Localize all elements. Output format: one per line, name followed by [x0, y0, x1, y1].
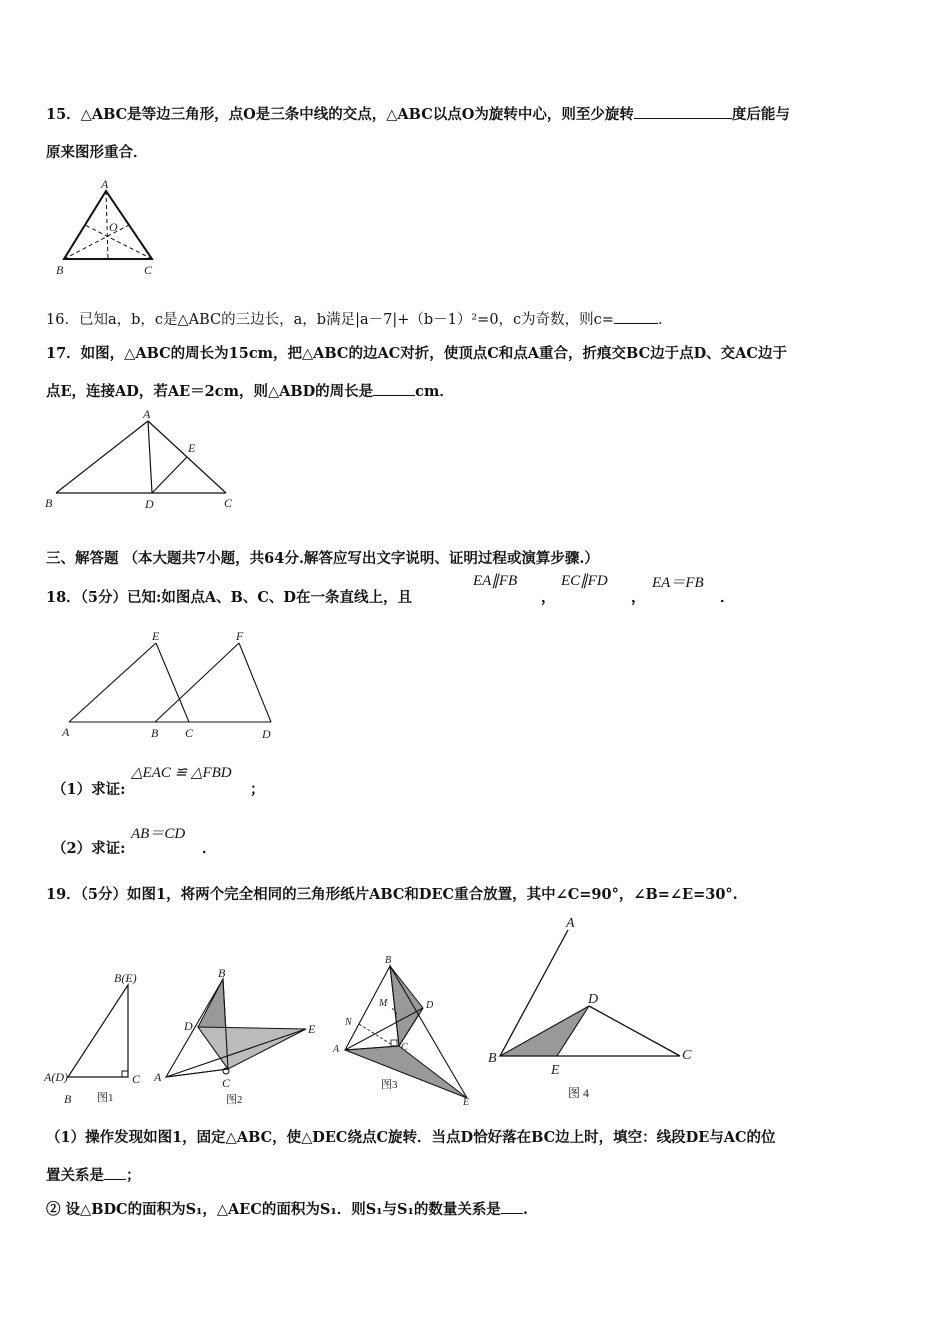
- label-C: C: [401, 1042, 408, 1053]
- q19-part1-line2: 置关系是 ；: [46, 1167, 141, 1184]
- label-BE: B(E): [114, 971, 137, 985]
- label-B: B: [488, 1051, 497, 1066]
- fig3-caption: 图3: [381, 1079, 398, 1091]
- q18-part2-math: AB＝CD: [131, 826, 186, 842]
- label-E: E: [308, 1022, 316, 1036]
- label-C: C: [222, 1076, 231, 1090]
- q18-line: 18．（5分）已知:如图点A、B、C、D在一条直线上，且: [46, 589, 412, 606]
- label-B: B: [45, 496, 53, 510]
- section3-heading: 三、解答题 （本大题共7小题，共64分.解答应写出文字说明、证明过程或演算步骤.）: [46, 550, 599, 567]
- q18-part2: （2）求证:: [52, 840, 126, 857]
- q18-cond1: EA∥FB: [473, 573, 518, 589]
- label-M: M: [379, 998, 388, 1009]
- label-A: A: [62, 725, 70, 739]
- q19-figure-4: [482, 910, 702, 1110]
- label-F: F: [236, 629, 244, 643]
- label-E: E: [463, 1097, 470, 1108]
- label-D: D: [588, 992, 599, 1007]
- label-B: B: [64, 1092, 72, 1106]
- q19-line: 19．（5分）如图1，将两个完全相同的三角形纸片ABC和DEC重合放置，其中∠C=90°，∠B=∠E=30°.: [46, 886, 738, 903]
- fig1-caption: 图1: [97, 1092, 114, 1104]
- q16-line: 16．已知a，b，c是△ABC的三边长，a，b满足|a－7|+（b－1）²=0，c为奇数，则c= ．: [46, 312, 673, 328]
- q15-line1: 15．△ABC是等边三角形，点O是三条中线的交点，△ABC以点O为旋转中心，则至少旋转 度后能与: [46, 106, 790, 123]
- label-N: N: [345, 1017, 352, 1028]
- q18-figure: [58, 628, 283, 743]
- label-AD: A(D): [44, 1070, 68, 1084]
- label-B: B: [218, 966, 226, 980]
- fig4-caption: 图 4: [568, 1086, 590, 1100]
- q17-figure: [42, 405, 242, 515]
- label-B: B: [56, 263, 64, 277]
- q18-sep1: ，: [541, 589, 556, 606]
- label-E: E: [551, 1063, 560, 1078]
- q18-cond3: EA＝FB: [652, 575, 704, 591]
- label-A: A: [101, 177, 109, 191]
- label-A: A: [143, 407, 151, 421]
- q18-cond2: EC∥FD: [561, 573, 608, 589]
- q15-line2: 原来图形重合．: [46, 144, 148, 161]
- label-C: C: [132, 1072, 141, 1086]
- label-E: E: [152, 629, 160, 643]
- label-D: D: [262, 727, 271, 741]
- label-B: B: [151, 726, 159, 740]
- q18-part2-end: ．: [202, 840, 217, 857]
- q18-end: ．: [720, 589, 735, 606]
- q19-figure-3: [325, 948, 480, 1108]
- q17-line1: 17．如图，△ABC的周长为15cm，把△ABC的边AC对折，使顶点C和点A重合，折痕交BC边于点D、交AC边于: [46, 345, 787, 362]
- label-C: C: [185, 726, 194, 740]
- q19-part1-line1: （1）操作发现如图1，固定△ABC，使△DEC绕点C旋转．当点D恰好落在BC边上时，填空：线段DE与AC的位: [46, 1129, 776, 1146]
- label-D: D: [145, 497, 154, 511]
- label-A: A: [333, 1044, 340, 1055]
- label-C: C: [224, 496, 233, 510]
- label-D: D: [184, 1019, 193, 1033]
- q15-figure: [52, 175, 162, 280]
- label-B: B: [385, 955, 392, 966]
- label-A: A: [566, 916, 575, 931]
- q19-figure-2: [148, 965, 328, 1110]
- fig2-caption: 图2: [226, 1094, 243, 1106]
- label-C: C: [682, 1048, 692, 1063]
- q19-part2: ② 设△BDC的面积为S₁，△AEC的面积为S₁．则S₁与S₁的数量关系是 .: [46, 1201, 528, 1218]
- label-C: C: [144, 263, 153, 277]
- label-E: E: [188, 441, 196, 455]
- label-O: O: [109, 220, 118, 234]
- q18-part1-end: ；: [250, 781, 265, 798]
- q18-part1-math: △EAC ≌ △FBD: [131, 765, 232, 781]
- label-A: A: [154, 1070, 162, 1084]
- q18-sep2: ，: [631, 589, 646, 606]
- label-D: D: [426, 1000, 434, 1011]
- q19-figure-1: [40, 965, 150, 1110]
- q18-part1: （1）求证:: [52, 781, 126, 798]
- q17-line2: 点E，连接AD，若AE＝2cm，则△ABD的周长是 cm．: [46, 383, 454, 400]
